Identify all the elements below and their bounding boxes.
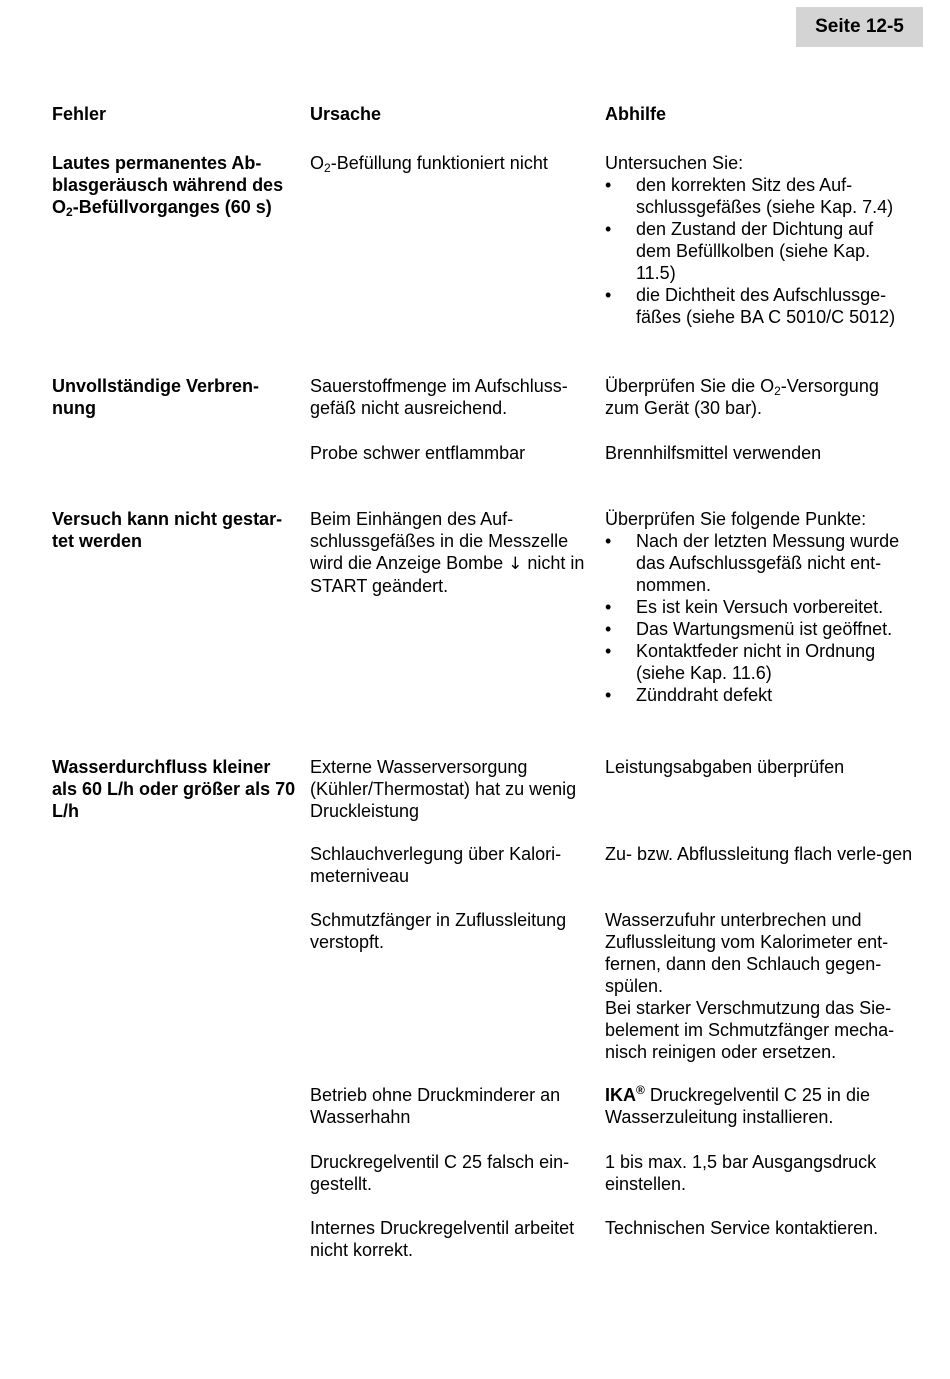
- row4-ursache-3: Schmutzfänger in Zuflussleitung verstopft.: [310, 910, 567, 952]
- row4-ursache-1: Externe Wasserversorgung (Kühler/Thermostat) hat zu wenig Druckleistung: [310, 757, 577, 821]
- row4-abhilfe-3: [605, 909, 895, 1063]
- row3-ursache-pre: Beim Einhängen des Auf-schlussgefäßes in die Messzelle wird die Anzeige Bombe: [310, 509, 569, 573]
- ika-brand: IKA: [605, 1085, 636, 1105]
- list-item: • den korrekten Sitz des Auf-schlussgefäßes (siehe Kap. 7.4): [605, 174, 896, 218]
- list-item: • Kontaktfeder nicht in Ordnung (siehe Kap. 11.6): [605, 640, 898, 684]
- arrow-down-icon: ↓: [508, 554, 523, 574]
- row4-abhilfe-4: [605, 1084, 905, 1128]
- row1-ursache-post: -Befüllung funktioniert nicht: [330, 153, 548, 173]
- header-abhilfe: Abhilfe: [605, 104, 666, 124]
- list-item: • Nach der letzten Messung wurde das Aufschlussgefäß nicht ent-nommen.: [605, 530, 926, 596]
- row1-ursache: [310, 152, 600, 174]
- row3-abhilfe-list: [605, 530, 925, 706]
- row1-fehler-o: O: [52, 197, 67, 217]
- row4-ursache-5: Druckregelventil C 25 falsch ein-gestellt.: [310, 1152, 570, 1194]
- row1-fehler-line1: Lautes permanentes Ab-: [52, 153, 262, 173]
- row3-fehler: Versuch kann nicht gestar-tet werden: [52, 509, 283, 551]
- row1-fehler-post: -Befüllvorganges (60 s): [72, 197, 272, 217]
- row2-abhilfe-post: -Versorgung zum Gerät (30 bar).: [605, 376, 879, 418]
- row4-abhilfe-3-extra: Bei starker Verschmutzung das Sie-belement im Schmutzfänger mecha-nisch reinigen oder ersetzen.: [605, 998, 895, 1062]
- row4-ursache-2: Schlauchverlegung über Kalori-meterniveau: [310, 844, 562, 886]
- row2-abhilfe-2: Brennhilfsmittel verwenden: [605, 443, 822, 463]
- row1-abhilfe-list: [605, 174, 925, 328]
- page-number-label: Seite 12-5: [796, 7, 923, 47]
- row1-fehler-sub: 2: [66, 205, 73, 219]
- row1-fehler-line2: blasgeräusch während des: [52, 175, 284, 195]
- row3-ursache-post: nicht in START geändert.: [310, 553, 585, 596]
- row4-abhilfe-3-main: Wasserzufuhr unterbrechen und Zuflussleitung vom Kalorimeter ent-fernen, dann den Schlauch gegen-spülen.: [605, 910, 889, 996]
- row2-ursache-1: Sauerstoffmenge im Aufschluss-gefäß nicht ausreichend.: [310, 376, 568, 418]
- row4-fehler: Wasserdurchfluss kleiner als 60 L/h oder größer als 70 L/h: [52, 757, 296, 821]
- row3-abhilfe: [605, 508, 925, 706]
- row1-ursache-sub: 2: [324, 161, 331, 175]
- registered-mark: ®: [636, 1083, 645, 1097]
- row4-ursache-4: Betrieb ohne Druckminderer an Wasserhahn: [310, 1085, 561, 1127]
- row4-ursache-6: Internes Druckregelventil arbeitet nicht korrekt.: [310, 1218, 575, 1260]
- list-item: • den Zustand der Dichtung auf dem Befüllkolben (siehe Kap. 11.5): [605, 218, 904, 284]
- list-item: • die Dichtheit des Aufschlussge-fäßes (siehe BA C 5010/C 5012): [605, 284, 918, 328]
- list-item: • Zünddraht defekt: [605, 684, 925, 706]
- header-ursache: Ursache: [310, 104, 382, 124]
- row2-abhilfe-pre: Überprüfen Sie die O: [605, 376, 775, 396]
- header-fehler: Fehler: [52, 104, 107, 124]
- row4-abhilfe-4-text: Druckregelventil C 25 in die Wasserzuleitung installieren.: [605, 1085, 870, 1127]
- row4-abhilfe-5: 1 bis max. 1,5 bar Ausgangsdruck einstellen.: [605, 1152, 877, 1194]
- row1-fehler-line3: [52, 196, 302, 218]
- row2-abhilfe-1: [605, 375, 905, 419]
- row4-abhilfe-6: Technischen Service kontaktieren.: [605, 1218, 879, 1238]
- row2-abhilfe-sub: 2: [774, 384, 781, 398]
- row2-ursache-2: Probe schwer entflammbar: [310, 443, 526, 463]
- row2-fehler: Unvollständige Verbren-nung: [52, 376, 260, 418]
- row3-abhilfe-intro: Überprüfen Sie folgende Punkte:: [605, 509, 867, 529]
- row1-abhilfe-intro: Untersuchen Sie:: [605, 153, 744, 173]
- row4-abhilfe-2: Zu- bzw. Abflussleitung flach verle-gen: [605, 844, 913, 864]
- row1-abhilfe: [605, 152, 925, 328]
- row3-ursache: [310, 508, 590, 597]
- row1-fehler: [52, 152, 302, 218]
- row4-abhilfe-1: Leistungsabgaben überprüfen: [605, 757, 845, 777]
- list-item: • Es ist kein Versuch vorbereitet.: [605, 596, 925, 618]
- list-item: • Das Wartungsmenü ist geöffnet.: [605, 618, 925, 640]
- row1-ursache-o: O: [310, 153, 325, 173]
